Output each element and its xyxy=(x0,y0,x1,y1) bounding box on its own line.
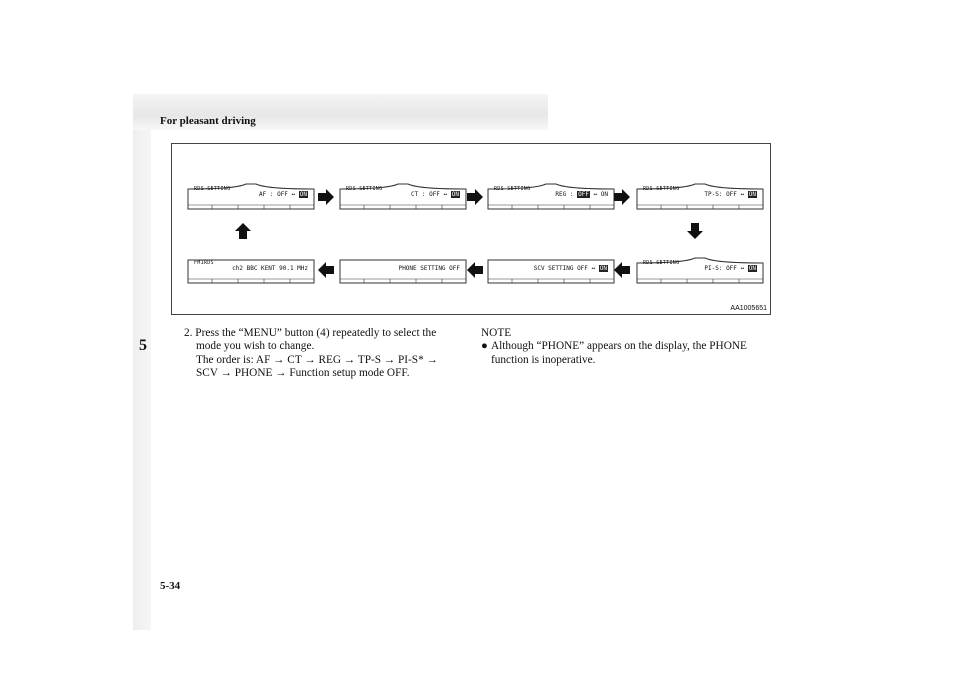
display-tag: ON xyxy=(299,191,307,198)
display-top-text: RDS SETTING xyxy=(494,186,531,192)
display-tag: ON xyxy=(748,265,756,272)
arrow-down-icon xyxy=(686,222,704,240)
arrow-right-icon xyxy=(317,188,335,206)
display-top-text: RDS SETTING xyxy=(643,260,680,266)
display-value: CT : OFF ↔ xyxy=(411,191,448,198)
display-main-text xyxy=(232,265,308,272)
arrow-left-icon xyxy=(317,261,335,279)
display-value: REG : xyxy=(555,191,578,198)
note-title: NOTE xyxy=(481,327,512,339)
display-tag: ON xyxy=(599,265,607,272)
note-line: function is inoperative. xyxy=(491,353,596,366)
display-value: PHONE SETTING OFF xyxy=(398,265,460,272)
display-main-text xyxy=(399,265,460,272)
step-line: mode you wish to change. xyxy=(196,340,315,353)
section-tab-number: 5 xyxy=(139,337,147,354)
figure-code: AA1005651 xyxy=(730,305,767,312)
display-highlight: OFF xyxy=(578,191,589,198)
display-af xyxy=(186,182,316,212)
section-side-bar xyxy=(133,130,151,630)
arrow-right-icon xyxy=(613,188,631,206)
display-top-text: RDS SETTING xyxy=(346,186,383,192)
bullet-icon: ● xyxy=(481,340,488,353)
arrow-right-icon xyxy=(466,188,484,206)
display-pi-s xyxy=(635,256,765,286)
display-top-text: RDS SETTING xyxy=(643,186,680,192)
display-main-text xyxy=(704,191,757,198)
step-line: 2. Press the “MENU” button (4) repeatedly to select the xyxy=(184,327,437,339)
page-header-title: For pleasant driving xyxy=(160,115,256,127)
arrow-up-icon xyxy=(234,222,252,240)
display-phone xyxy=(338,256,468,286)
display-top-text: RDS SETTING xyxy=(194,186,231,192)
arrow-left-icon xyxy=(613,261,631,279)
page-number: 5-34 xyxy=(160,580,181,592)
display-tag: ON xyxy=(451,191,459,198)
display-fm-radio xyxy=(186,256,316,286)
note-block xyxy=(481,327,771,367)
display-main-text xyxy=(704,265,757,272)
display-reg xyxy=(486,182,616,212)
note-bullet-continuation xyxy=(481,354,771,367)
display-value: ch2 BBC KENT 90.1 MHz xyxy=(232,265,308,272)
display-value: SCV SETTING OFF ↔ xyxy=(533,265,596,272)
display-value: AF : OFF ↔ xyxy=(259,191,296,198)
display-ct xyxy=(338,182,468,212)
display-main-text xyxy=(259,191,308,198)
note-bullet-item xyxy=(481,340,771,353)
display-value-suffix: ↔ ON xyxy=(589,191,608,198)
display-sequence-figure xyxy=(171,143,771,315)
display-scv xyxy=(486,256,616,286)
step-line: The order is: AF → CT → REG → TP-S → PI-S* → xyxy=(196,353,438,366)
display-value: TP-S: OFF ↔ xyxy=(704,191,745,198)
display-tag: ON xyxy=(748,191,756,198)
display-main-text xyxy=(534,265,608,272)
arrow-left-icon xyxy=(466,261,484,279)
display-main-text xyxy=(555,191,608,198)
display-tp-s xyxy=(635,182,765,212)
display-value: PI-S: OFF ↔ xyxy=(704,265,745,272)
display-main-text xyxy=(411,191,460,198)
display-top-text: FM1RDS xyxy=(194,260,214,266)
step-line: SCV → PHONE → Function setup mode OFF. xyxy=(196,367,410,380)
step-2-instruction xyxy=(184,327,462,381)
note-line: Although “PHONE” appears on the display, the PHONE xyxy=(491,340,747,353)
